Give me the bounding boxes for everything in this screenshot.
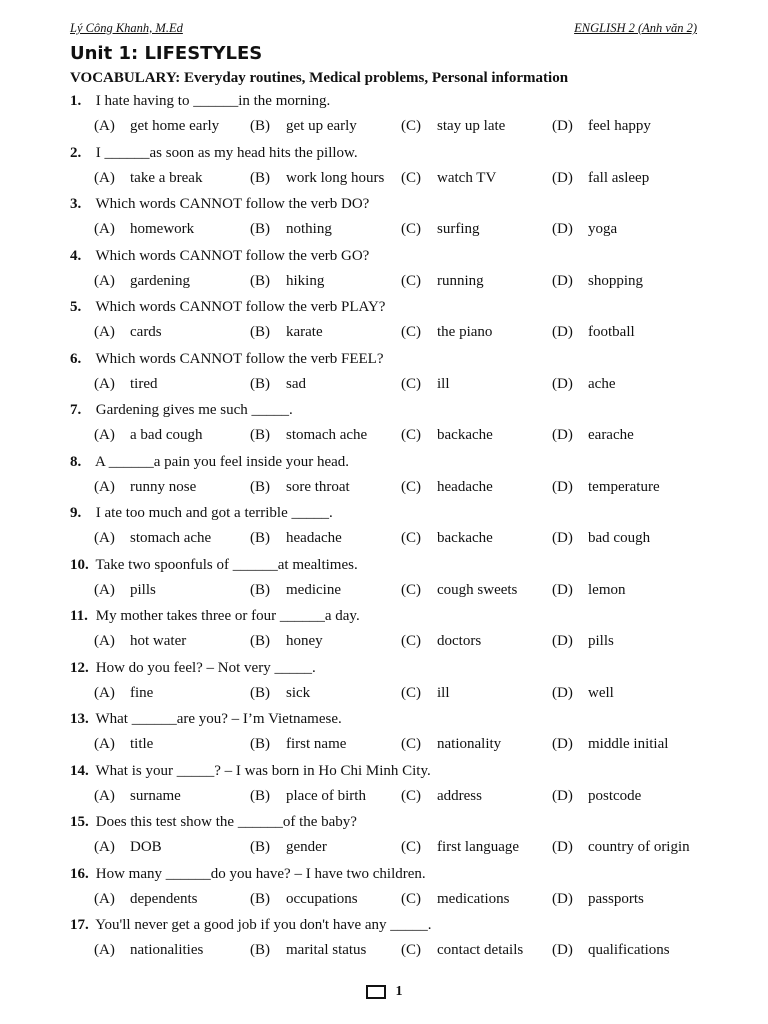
option-letter: (A) [94, 221, 115, 237]
option-text: tired [130, 375, 158, 392]
question-line [70, 399, 710, 421]
answer-option[interactable] [552, 370, 615, 398]
answer-option[interactable] [401, 215, 480, 243]
answer-option[interactable] [552, 524, 650, 552]
answer-option[interactable] [250, 730, 346, 758]
option-letter: (B) [250, 375, 270, 392]
option-text: hot water [130, 633, 187, 649]
answer-option[interactable] [250, 627, 323, 655]
option-letter: (D) [552, 530, 573, 546]
question-number: 16. [70, 865, 89, 882]
option-text: country of origin [588, 839, 690, 855]
question-text: I ______as soon as my head hits the pillow. [95, 144, 358, 161]
question-item [70, 193, 710, 245]
option-letter: (D) [552, 633, 573, 649]
question-number: 8. [70, 453, 82, 470]
question-number: 14. [70, 762, 89, 779]
option-letter: (C) [401, 581, 421, 598]
question-line [70, 142, 710, 164]
option-text: cough sweets [437, 581, 518, 598]
answer-option[interactable] [94, 576, 156, 604]
option-text: surfing [437, 221, 480, 237]
answer-option[interactable] [552, 782, 641, 810]
answer-option[interactable] [552, 421, 634, 449]
answer-option[interactable] [94, 215, 194, 243]
answer-option[interactable] [401, 370, 450, 398]
answer-option[interactable] [250, 318, 323, 346]
question-number: 7. [70, 402, 82, 418]
answer-option[interactable] [94, 370, 158, 398]
answer-option[interactable] [94, 524, 211, 552]
question-list [70, 90, 710, 966]
question-text: Does this test show the ______of the baby? [95, 814, 357, 830]
question-item [70, 348, 710, 400]
option-text: football [588, 324, 635, 340]
option-letter: (B) [250, 272, 270, 289]
question-number: 1. [70, 93, 82, 109]
answer-option[interactable] [552, 679, 614, 707]
option-letter: (B) [250, 839, 270, 855]
option-text: nothing [286, 221, 332, 237]
option-letter: (C) [401, 272, 421, 289]
option-letter: (D) [552, 581, 573, 598]
option-text: karate [286, 324, 323, 340]
option-letter: (B) [250, 787, 270, 804]
option-letter: (C) [401, 118, 421, 134]
option-text: the piano [437, 324, 493, 340]
option-letter: (B) [250, 633, 270, 649]
option-letter: (B) [250, 684, 270, 701]
option-text: work long hours [286, 169, 385, 186]
question-line [70, 90, 710, 112]
option-text: headache [437, 478, 493, 495]
answer-option[interactable] [94, 936, 203, 964]
option-letter: (C) [401, 324, 421, 340]
question-item [70, 90, 710, 142]
answer-options [70, 267, 710, 295]
answer-option[interactable] [401, 730, 501, 758]
option-letter: (A) [94, 787, 115, 804]
option-text: stay up late [437, 118, 506, 134]
answer-option[interactable] [250, 524, 342, 552]
option-text: DOB [130, 839, 162, 855]
answer-option[interactable] [94, 782, 181, 810]
option-letter: (A) [94, 581, 115, 598]
question-item [70, 914, 710, 966]
answer-option[interactable] [94, 421, 202, 449]
option-letter: (C) [401, 787, 421, 804]
option-letter: (A) [94, 942, 115, 958]
answer-option[interactable] [552, 164, 649, 192]
option-text: contact details [437, 942, 524, 958]
answer-option[interactable] [94, 318, 162, 346]
answer-option[interactable] [250, 164, 384, 192]
question-line [70, 296, 710, 318]
answer-options [70, 524, 710, 552]
option-letter: (B) [250, 581, 270, 598]
answer-option[interactable] [94, 627, 186, 655]
question-text: How do you feel? – Not very _____. [95, 659, 316, 676]
answer-option[interactable] [552, 936, 670, 964]
option-letter: (B) [250, 736, 270, 752]
option-letter: (A) [94, 684, 115, 701]
question-line [70, 605, 710, 627]
option-letter: (C) [401, 375, 421, 392]
option-text: dependents [130, 890, 198, 907]
answer-options [70, 627, 710, 655]
answer-option[interactable] [401, 782, 482, 810]
option-letter: (A) [94, 427, 115, 443]
answer-option[interactable] [401, 885, 509, 913]
option-letter: (C) [401, 633, 421, 649]
answer-option[interactable] [401, 936, 523, 964]
answer-options [70, 318, 710, 346]
question-item [70, 811, 710, 863]
answer-option[interactable] [250, 833, 327, 861]
option-letter: (B) [250, 478, 270, 495]
option-text: pills [130, 581, 156, 598]
option-letter: (C) [401, 684, 421, 701]
answer-option[interactable] [401, 318, 492, 346]
answer-options [70, 885, 710, 913]
answer-option[interactable] [552, 576, 626, 604]
option-letter: (D) [552, 478, 573, 495]
answer-option[interactable] [552, 215, 617, 243]
answer-option[interactable] [552, 885, 644, 913]
unit-title: Unit 1: LIFESTYLES [70, 43, 263, 64]
answer-options [70, 833, 710, 861]
question-number: 10. [70, 556, 89, 573]
option-text: qualifications [588, 942, 670, 958]
option-text: address [437, 787, 482, 804]
question-line [70, 811, 710, 833]
question-item [70, 296, 710, 348]
question-text: What is your _____? – I was born in Ho Chi Minh City. [95, 762, 431, 779]
answer-option[interactable] [250, 473, 350, 501]
option-letter: (D) [552, 684, 573, 701]
answer-option[interactable] [401, 833, 519, 861]
question-item [70, 142, 710, 194]
option-letter: (D) [552, 221, 573, 237]
answer-options [70, 370, 710, 398]
option-text: doctors [437, 633, 482, 649]
option-text: watch TV [437, 169, 497, 186]
answer-options [70, 936, 710, 964]
question-text: Gardening gives me such _____. [95, 402, 293, 418]
answer-option[interactable] [250, 267, 324, 295]
question-number: 5. [70, 299, 82, 315]
option-text: place of birth [286, 787, 366, 804]
question-item [70, 657, 710, 709]
answer-option[interactable] [552, 112, 651, 140]
option-text: medicine [286, 581, 341, 598]
vocabulary-heading: VOCABULARY: Everyday routines, Medical problems, Personal information [70, 70, 569, 86]
answer-options [70, 112, 710, 140]
option-letter: (D) [552, 118, 573, 134]
option-letter: (A) [94, 890, 115, 907]
option-text: stomach ache [130, 530, 212, 546]
question-text: You'll never get a good job if you don't have any _____. [95, 917, 432, 933]
answer-option[interactable] [401, 524, 493, 552]
option-letter: (B) [250, 530, 270, 546]
option-text: headache [286, 530, 342, 546]
question-item [70, 863, 710, 915]
option-letter: (D) [552, 272, 573, 289]
option-text: surname [130, 787, 181, 804]
option-text: feel happy [588, 118, 651, 134]
option-letter: (C) [401, 839, 421, 855]
question-number: 12. [70, 659, 89, 676]
option-letter: (C) [401, 530, 421, 546]
question-number: 13. [70, 711, 89, 727]
option-text: a bad cough [130, 427, 203, 443]
question-text: How many ______do you have? – I have two children. [95, 865, 426, 882]
question-number: 3. [70, 196, 82, 212]
option-letter: (B) [250, 942, 270, 958]
option-letter: (B) [250, 169, 270, 186]
option-text: earache [588, 427, 634, 443]
option-letter: (A) [94, 118, 115, 134]
option-letter: (D) [552, 427, 573, 443]
answer-options [70, 679, 710, 707]
question-line [70, 863, 710, 885]
answer-option[interactable] [94, 112, 219, 140]
option-text: marital status [286, 942, 367, 958]
option-text: runny nose [130, 478, 197, 495]
answer-option[interactable] [250, 576, 341, 604]
option-text: backache [437, 427, 493, 443]
option-letter: (D) [552, 736, 573, 752]
question-item [70, 605, 710, 657]
question-line [70, 914, 710, 936]
answer-option[interactable] [401, 627, 481, 655]
option-letter: (A) [94, 530, 115, 546]
question-number: 17. [70, 917, 89, 933]
option-letter: (A) [94, 169, 115, 186]
question-text: A ______a pain you feel inside your head. [94, 453, 350, 470]
option-letter: (D) [552, 890, 573, 907]
answer-option[interactable] [401, 164, 496, 192]
answer-options [70, 421, 710, 449]
answer-option[interactable] [401, 576, 517, 604]
option-text: well [588, 684, 614, 701]
answer-option[interactable] [250, 370, 306, 398]
option-letter: (B) [250, 324, 270, 340]
page-number: 1 [395, 984, 403, 999]
option-text: first language [437, 839, 520, 855]
question-line [70, 348, 710, 370]
question-text: Which words CANNOT follow the verb DO? [95, 196, 370, 212]
answer-option[interactable] [552, 267, 643, 295]
option-text: pills [588, 633, 614, 649]
option-text: fall asleep [588, 169, 650, 186]
question-line [70, 708, 710, 730]
answer-option[interactable] [401, 473, 493, 501]
question-text: My mother takes three or four ______a day. [95, 608, 360, 624]
answer-option[interactable] [401, 267, 484, 295]
question-item [70, 708, 710, 760]
answer-option[interactable] [250, 885, 358, 913]
question-item [70, 502, 710, 554]
option-text: gardening [130, 272, 190, 289]
option-letter: (C) [401, 736, 421, 752]
option-letter: (D) [552, 942, 573, 958]
question-number: 9. [70, 505, 82, 521]
option-letter: (C) [401, 890, 421, 907]
answer-option[interactable] [250, 782, 366, 810]
option-text: sore throat [286, 478, 350, 495]
question-number: 15. [70, 814, 89, 830]
option-letter: (B) [250, 427, 270, 443]
option-text: medications [437, 890, 510, 907]
question-line [70, 760, 710, 782]
option-letter: (C) [401, 478, 421, 495]
question-text: I ate too much and got a terrible _____. [95, 505, 333, 521]
header-course: ENGLISH 2 (Anh văn 2) [574, 21, 697, 35]
answer-option[interactable] [401, 112, 505, 140]
option-text: nationality [437, 736, 502, 752]
option-letter: (A) [94, 375, 115, 392]
question-text: I hate having to ______in the morning. [95, 93, 331, 109]
option-text: yoga [588, 221, 618, 237]
question-number: 4. [70, 247, 82, 264]
answer-option[interactable] [552, 627, 614, 655]
option-text: backache [437, 530, 493, 546]
option-text: get up early [286, 118, 357, 134]
question-line [70, 554, 710, 576]
option-letter: (D) [552, 375, 573, 392]
answer-option[interactable] [401, 421, 493, 449]
option-text: shopping [588, 272, 644, 289]
option-text: bad cough [588, 530, 651, 546]
answer-option[interactable] [94, 473, 196, 501]
question-text: Which words CANNOT follow the verb GO? [95, 247, 370, 264]
answer-option[interactable] [94, 885, 197, 913]
question-text: Which words CANNOT follow the verb FEEL? [95, 350, 384, 367]
answer-options [70, 215, 710, 243]
option-text: first name [286, 736, 347, 752]
header-author: Lý Công Khanh, M.Ed [70, 21, 183, 35]
option-text: lemon [588, 581, 626, 598]
option-text: ill [437, 375, 450, 392]
option-text: title [130, 736, 154, 752]
question-line [70, 193, 710, 215]
answer-options [70, 164, 710, 192]
option-text: hiking [286, 272, 325, 289]
option-text: ache [588, 375, 616, 392]
answer-option[interactable] [552, 318, 635, 346]
answer-option[interactable] [250, 421, 367, 449]
option-letter: (A) [94, 736, 115, 752]
option-text: homework [130, 221, 195, 237]
option-letter: (D) [552, 787, 573, 804]
option-text: cards [130, 324, 162, 340]
answer-option[interactable] [250, 936, 366, 964]
question-item [70, 451, 710, 503]
option-text: fine [130, 684, 154, 701]
answer-option[interactable] [552, 730, 668, 758]
question-number: 11. [70, 608, 88, 624]
answer-option[interactable] [250, 679, 310, 707]
option-letter: (B) [250, 118, 270, 134]
question-number: 2. [70, 144, 82, 161]
option-text: sick [286, 684, 311, 701]
option-text: take a break [130, 169, 203, 186]
question-item [70, 554, 710, 606]
option-letter: (A) [94, 324, 115, 340]
question-item [70, 760, 710, 812]
option-letter: (C) [401, 427, 421, 443]
option-letter: (D) [552, 324, 573, 340]
question-line [70, 245, 710, 267]
option-letter: (B) [250, 890, 270, 907]
question-item [70, 245, 710, 297]
option-text: get home early [130, 118, 220, 134]
question-line [70, 657, 710, 679]
option-letter: (D) [552, 839, 573, 855]
option-letter: (C) [401, 942, 421, 958]
question-line [70, 502, 710, 524]
option-letter: (D) [552, 169, 573, 186]
option-letter: (A) [94, 478, 115, 495]
answer-option[interactable] [94, 730, 153, 758]
question-number: 6. [70, 350, 82, 367]
answer-option[interactable] [94, 833, 162, 861]
answer-options [70, 730, 710, 758]
option-text: occupations [286, 890, 358, 907]
option-text: sad [286, 375, 306, 392]
option-letter: (A) [94, 633, 115, 649]
option-text: middle initial [588, 736, 669, 752]
option-text: gender [286, 839, 327, 855]
question-item [70, 399, 710, 451]
option-text: honey [286, 633, 323, 649]
option-text: running [437, 272, 484, 289]
option-letter: (C) [401, 221, 421, 237]
option-text: passports [588, 890, 644, 907]
answer-option[interactable] [552, 473, 660, 501]
option-text: nationalities [130, 942, 204, 958]
answer-option[interactable] [94, 267, 190, 295]
option-letter: (C) [401, 169, 421, 186]
answer-options [70, 473, 710, 501]
answer-option[interactable] [250, 112, 357, 140]
page-box-icon [366, 985, 386, 999]
answer-option[interactable] [552, 833, 690, 861]
option-text: ill [437, 684, 450, 701]
answer-options [70, 782, 710, 810]
question-text: Which words CANNOT follow the verb PLAY? [95, 299, 386, 315]
answer-option[interactable] [94, 679, 153, 707]
question-line [70, 451, 710, 473]
question-text: What ______are you? – I’m Vietnamese. [95, 711, 342, 727]
answer-option[interactable] [401, 679, 450, 707]
option-letter: (A) [94, 272, 115, 289]
answer-option[interactable] [250, 215, 332, 243]
option-text: postcode [588, 787, 642, 804]
option-text: stomach ache [286, 427, 368, 443]
option-letter: (B) [250, 221, 270, 237]
option-letter: (A) [94, 839, 115, 855]
question-text: Take two spoonfuls of ______at mealtimes. [95, 556, 358, 573]
option-text: temperature [588, 478, 660, 495]
page-footer [0, 984, 768, 1000]
answer-option[interactable] [94, 164, 202, 192]
answer-options [70, 576, 710, 604]
